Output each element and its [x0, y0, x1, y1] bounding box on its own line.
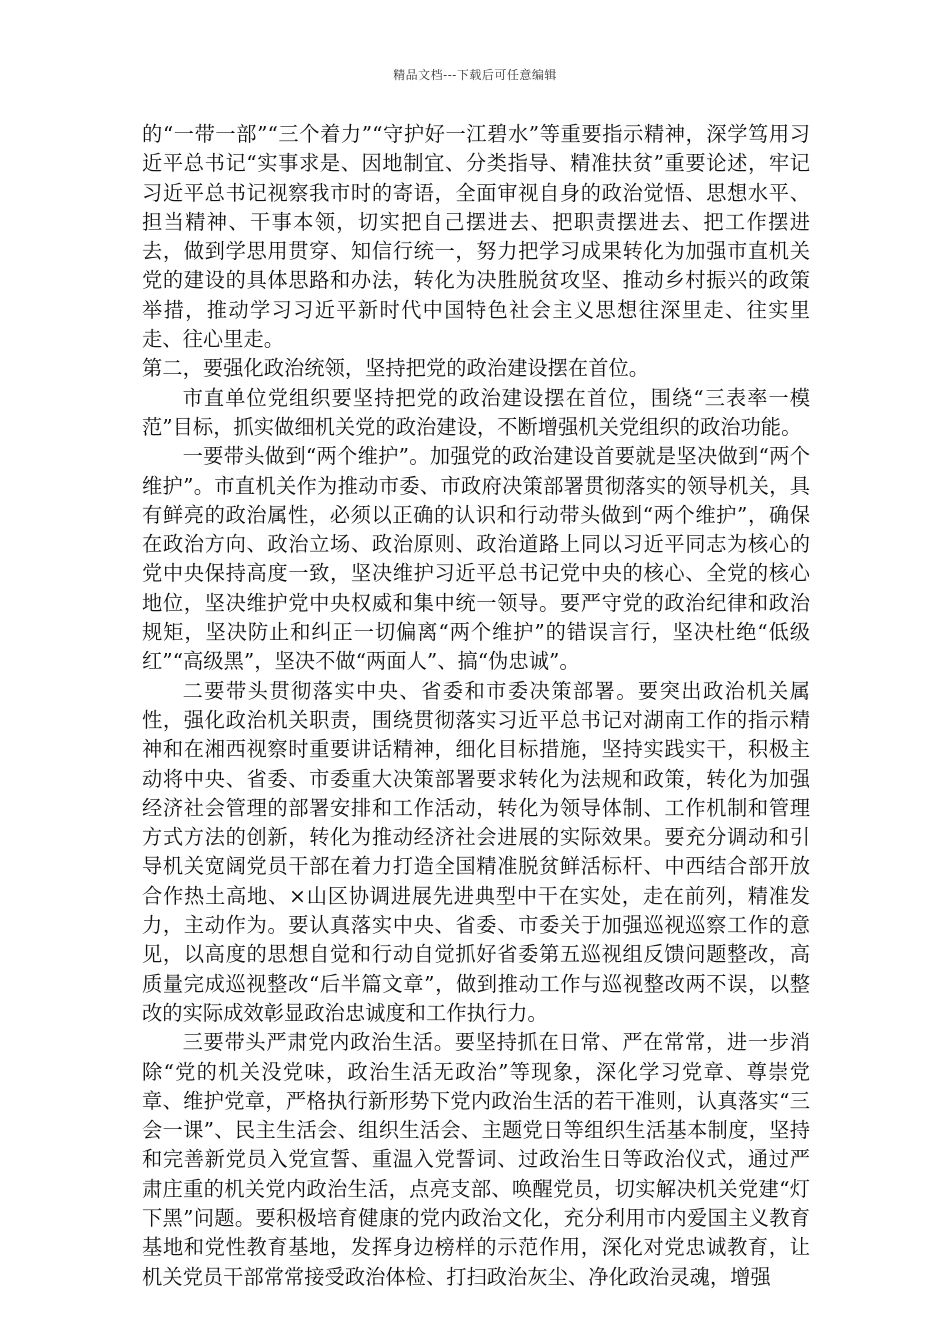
- document-body: [142, 120, 810, 1292]
- paragraph-continuation: 的“一带一部”“三个着力”“守护好一江碧水”等重要指示精神，深学笃用习近平总书记“实事求是、因地制宜、分类指导、精准扶贫”重要论述，牢记习近平总书记视察我市时的寄语，全面审视自身的政治觉悟、思想水平、担当精神、干事本领，切实把自己摆进去、把职责摆进去、把工作摆进去，做到学思用贯穿、知信行统一，努力把学习成果转化为加强市直机关党的建设的具体思路和办法，转化为决胜脱贫攻坚、推动乡村振兴的政策举措，推动学习习近平新时代中国特色社会主义思想往深里走、往实里走、往心里走。: [142, 122, 810, 352]
- paragraph-point-two: 二要带头贯彻落实中央、省委和市委决策部署。要突出政治机关属性，强化政治机关职责，围绕贯彻落实习近平总书记对湖南工作的指示精神和在湘西视察时重要讲话精神，细化目标措施，坚持实践实干，积极主动将中央、省委、市委重大决策部署要求转化为法规和政策，转化为加强经济社会管理的部署安排和工作活动，转化为领导体制、工作机制和管理方式方法的创新，转化为推动经济社会进展的实际效果。要充分调动和引导机关宽阔党员干部在着力打造全国精准脱贫鲜活标杆、中西结合部开放合作热土高地、×山区协调进展先进典型中干在实处，走在前列，精准发力，主动作为。要认真落实中央、省委、市委关于加强巡视巡察工作的意见，以高度的思想自觉和行动自觉抓好省委第五巡视组反馈问题整改，高质量完成巡视整改“后半篇文章”，做到推动工作与巡视整改两不误，以整改的实际成效彰显政治忠诚度和工作执行力。: [142, 678, 810, 1025]
- paragraph-intro: 市直单位党组织要坚持把党的政治建设摆在首位，围绕“三表率一模范”目标，抓实做细机关党的政治建设，不断增强机关党组织的政治功能。: [142, 385, 810, 439]
- paragraph-point-one: 一要带头做到“两个维护”。加强党的政治建设首要就是坚决做到“两个维护”。市直机关作为推动市委、市政府决策部署贯彻落实的领导机关，具有鲜亮的政治属性，必须以正确的认识和行动带头做到“两个维护”，确保在政治方向、政治立场、政治原则、政治道路上同以习近平同志为核心的党中央保持高度一致，坚决维护习近平总书记党中央的核心、全党的核心地位，坚决维护党中央权威和集中统一领导。要严守党的政治纪律和政治规矩，坚决防止和纠正一切偏离“两个维护”的错误言行，坚决杜绝“低级红”“高级黑”，坚决不做“两面人”、搞“伪忠诚”。: [142, 444, 810, 674]
- page-header: 精品文档---下载后可任意编辑: [393, 68, 557, 82]
- paragraph-point-three: 三要带头严肃党内政治生活。要坚持抓在日常、严在常常，进一步消除“党的机关没党味，政治生活无政治”等现象，深化学习党章、尊崇党章、维护党章，严格执行新形势下党内政治生活的若干准则，认真落实“三会一课”、民主生活会、组织生活会、主题党日等组织生活基本制度，坚持和完善新党员入党宣誓、重温入党誓词、过政治生日等政治仪式，通过严肃庄重的机关党内政治生活，点亮支部、唤醒党员，切实解决机关党建“灯下黑”问题。要积极培育健康的党内政治文化，充分利用市内爱国主义教育基地和党性教育基地，发挥身边榜样的示范作用，深化对党忠诚教育，让机关党员干部常常接受政治体检、打扫政治灰尘、净化政治灵魂，增强: [142, 1030, 810, 1289]
- section-heading-second: 第二，要强化政治统领，坚持把党的政治建设摆在首位。: [142, 356, 650, 381]
